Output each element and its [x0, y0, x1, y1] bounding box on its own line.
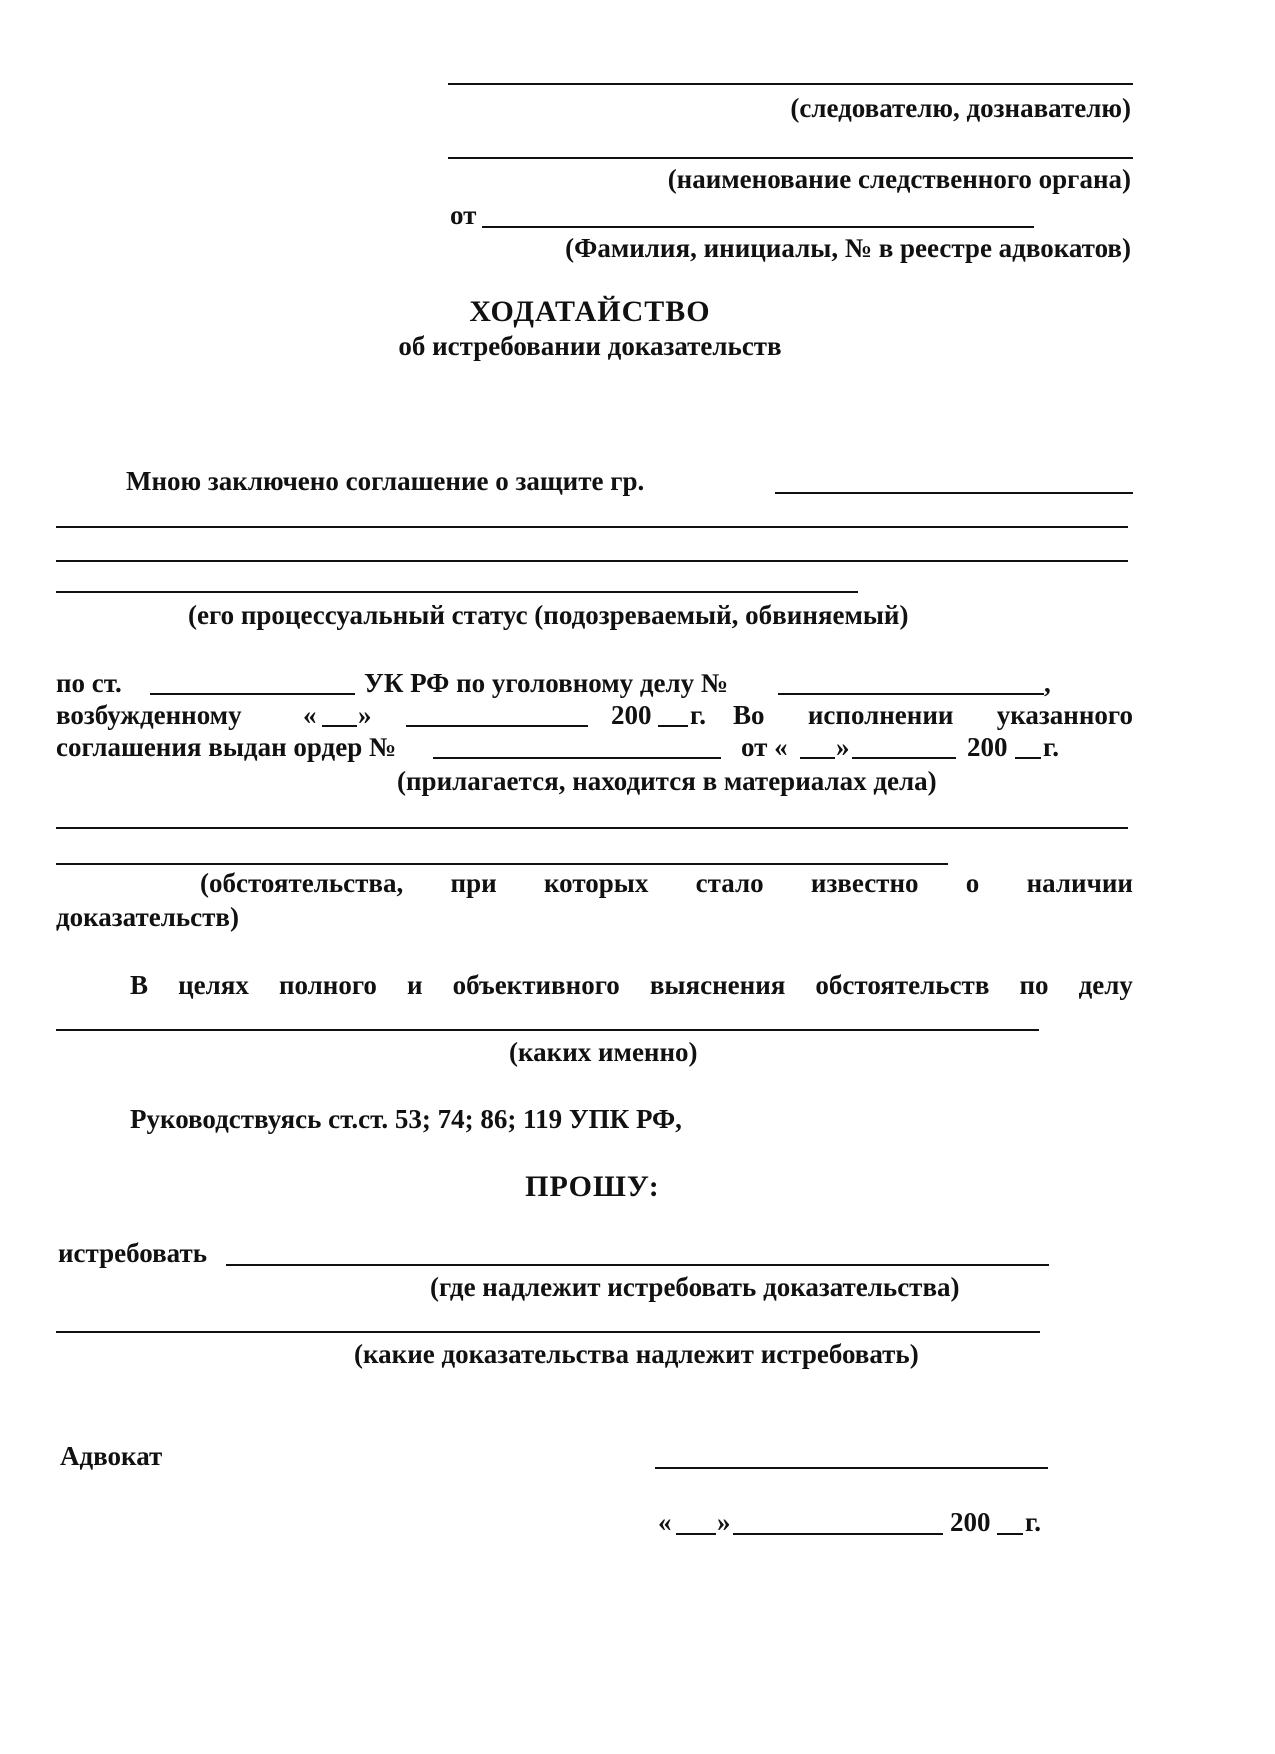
investigator-caption: (следователю, дознавателю) — [790, 93, 1131, 123]
client-name-line — [775, 492, 1133, 494]
order-day-line — [800, 757, 835, 759]
case-comma: , — [1044, 668, 1051, 698]
request-heading: ПРОШУ: — [525, 1170, 660, 1203]
purpose-word: обстоятельств — [815, 970, 990, 1000]
purpose-word: объективного — [452, 970, 620, 1000]
circumstances-line-1 — [56, 827, 1128, 829]
case-number-line — [778, 693, 1044, 695]
date-year-line — [997, 1533, 1023, 1535]
demand-what-line — [56, 1331, 1040, 1333]
circumstances-caption — [200, 870, 1133, 897]
guided-text: Руководствуясь ст.ст. 53; 74; 86; 119 УПК РФ, — [130, 1104, 682, 1134]
which-circumstances-line — [56, 1029, 1039, 1031]
purpose-word: по — [1019, 970, 1049, 1000]
attached-caption: (прилагается, находится в материалах дела) — [397, 766, 937, 796]
initiated-year-prefix: 200 — [611, 700, 652, 730]
initiated-year-suffix: г. — [690, 700, 706, 730]
execution-word: исполнении — [807, 700, 954, 730]
order-year-line — [1015, 757, 1041, 759]
initiated-month-line — [406, 725, 588, 727]
document-title: ХОДАТАЙСТВО — [469, 295, 711, 328]
status-caption: (его процессуальный статус (подозреваемый, обвиняемый) — [188, 600, 909, 630]
circumstances-word: наличии — [1026, 868, 1133, 898]
purpose-word: В — [130, 970, 149, 1000]
circumstances-caption-end: доказательств) — [56, 902, 239, 932]
lawyer-signature-line — [655, 1467, 1048, 1469]
execution-word: указанного — [996, 700, 1133, 730]
client-line-2 — [56, 526, 1128, 528]
circumstances-word: которых — [543, 868, 649, 898]
investigative-body-caption: (наименование следственного органа) — [667, 164, 1131, 194]
circumstances-word: о — [965, 868, 980, 898]
date-month-line — [733, 1533, 943, 1535]
purpose-word: полного — [278, 970, 377, 1000]
circumstances-word: при — [450, 868, 497, 898]
purpose-word: делу — [1078, 970, 1133, 1000]
demand-where-line — [226, 1264, 1049, 1266]
purpose-word: выяснения — [649, 970, 786, 1000]
order-label: соглашения выдан ордер № — [56, 732, 397, 762]
criminal-code-text: УК РФ по уголовному делу № — [364, 668, 729, 698]
which-caption: (каких именно) — [509, 1037, 698, 1067]
document-subtitle: об истребовании доказательств — [398, 331, 782, 361]
initiated-day-line — [322, 725, 357, 727]
order-year-suffix: г. — [1043, 732, 1059, 762]
date-quote-open: « — [658, 1507, 672, 1537]
purpose-text — [130, 972, 1133, 999]
initiated-year-line — [658, 725, 688, 727]
what-caption: (какие доказательства надлежит истребовать) — [354, 1339, 919, 1369]
date-day-line — [676, 1533, 716, 1535]
article-label: по ст. — [56, 668, 122, 698]
circumstances-word: стало — [695, 868, 764, 898]
order-quote-close: » — [836, 732, 850, 762]
client-line-4 — [56, 591, 858, 593]
initiated-quote-close: » — [358, 700, 372, 730]
lawyer-name-line — [482, 226, 1034, 228]
order-from-label: от « — [741, 732, 788, 762]
purpose-word: целях — [178, 970, 249, 1000]
order-number-line — [433, 757, 721, 759]
where-caption: (где надлежит истребовать доказательства) — [430, 1272, 960, 1302]
investigator-name-line — [448, 83, 1133, 85]
execution-text — [733, 702, 1133, 729]
execution-word: Во — [733, 700, 765, 730]
circumstances-line-2 — [56, 863, 948, 865]
article-number-line — [150, 693, 355, 695]
date-year-prefix: 200 — [950, 1507, 991, 1537]
from-label: от — [450, 200, 477, 230]
initiated-quote-open: « — [303, 700, 317, 730]
purpose-word: и — [407, 970, 423, 1000]
initiated-label: возбужденному — [56, 700, 242, 730]
demand-label: истребовать — [58, 1238, 208, 1268]
circumstances-word: (обстоятельства, — [200, 868, 404, 898]
lawyer-label: Адвокат — [60, 1441, 163, 1471]
lawyer-caption: (Фамилия, инициалы, № в реестре адвокатов) — [565, 233, 1131, 263]
agreement-text: Мною заключено соглашение о защите гр. — [126, 466, 645, 496]
investigative-body-line — [448, 157, 1133, 159]
date-year-suffix: г. — [1025, 1507, 1041, 1537]
order-year-prefix: 200 — [967, 732, 1008, 762]
circumstances-word: известно — [810, 868, 919, 898]
order-month-line — [852, 757, 956, 759]
date-quote-close: » — [717, 1507, 731, 1537]
client-line-3 — [56, 560, 1128, 562]
